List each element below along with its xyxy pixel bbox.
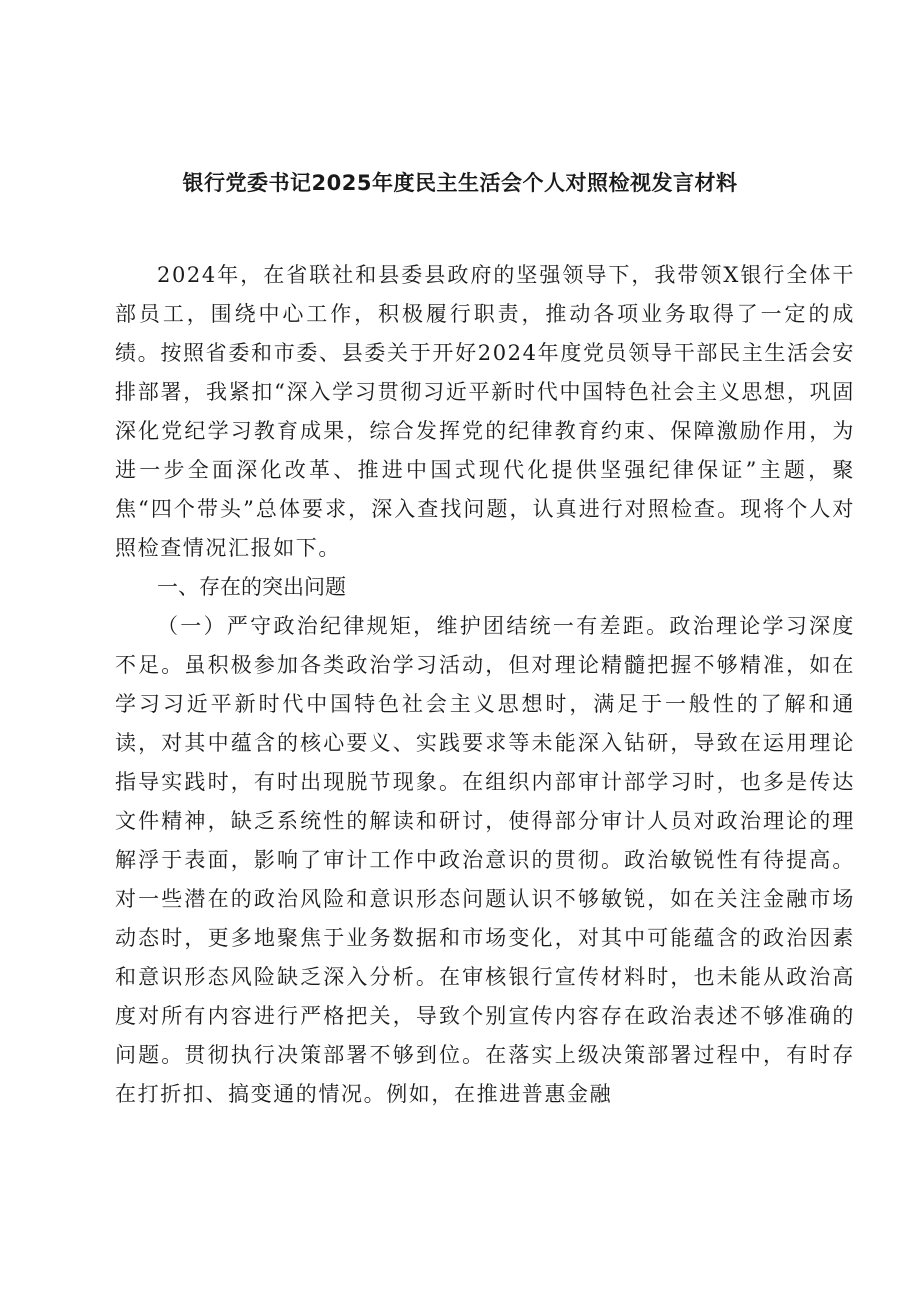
section-paragraph: （一）严守政治纪律规矩，维护团结统一有差距。政治理论学习深度不足。虽积极参加各类政治学习活动，但对理论精髓把握不够精准，如在学习习近平新时代中国特色社会主义思想时，满足于一般性的了解和通读，对其中蕴含的核心要义、实践要求等未能深入钻研，导致在运用理论指导实践时，有时出现脱节现象。在组织内部审计部学习时，也多是传达文件精神，缺乏系统性的解读和研讨，使得部分审计人员对政治理论的理解浮于表面，影响了审计工作中政治意识的贯彻。政治敏锐性有待提高。对一些潜在的政治风险和意识形态问题认识不够敏锐，如在关注金融市场动态时，更多地聚焦于业务数据和市场变化，对其中可能蕴含的政治因素和意识形态风险缺乏深入分析。在审核银行宣传材料时，也未能从政治高度对所有内容进行严格把关，导致个别宣传内容存在政治表述不够准确的问题。贯彻执行决策部署不够到位。在落实上级决策部署过程中，有时存在打折扣、搞变通的情况。例如，在推进普惠金融 (115, 614, 855, 1106)
document-body (115, 256, 855, 1114)
document-title: 银行党委书记2025年度民主生活会个人对照检视发言材料 (182, 171, 738, 195)
section-heading: 一、存在的突出问题 (157, 575, 346, 599)
intro-paragraph: 2024年，在省联社和县委县政府的坚强领导下，我带领X银行全体干部员工，围绕中心工作，积极履行职责，推动各项业务取得了一定的成绩。按照省委和市委、县委关于开好2024年度党员领导干部民主生活会安排部署，我紧扣“深入学习贯彻习近平新时代中国特色社会主义思想，巩固深化党纪学习教育成果，综合发挥党的纪律教育约束、保障激励作用，为进一步全面深化改革、推进中国式现代化提供坚强纪律保证”主题，聚焦“四个带头”总体要求，深入查找问题，认真进行对照检查。现将个人对照检查情况汇报如下。 (115, 263, 855, 560)
